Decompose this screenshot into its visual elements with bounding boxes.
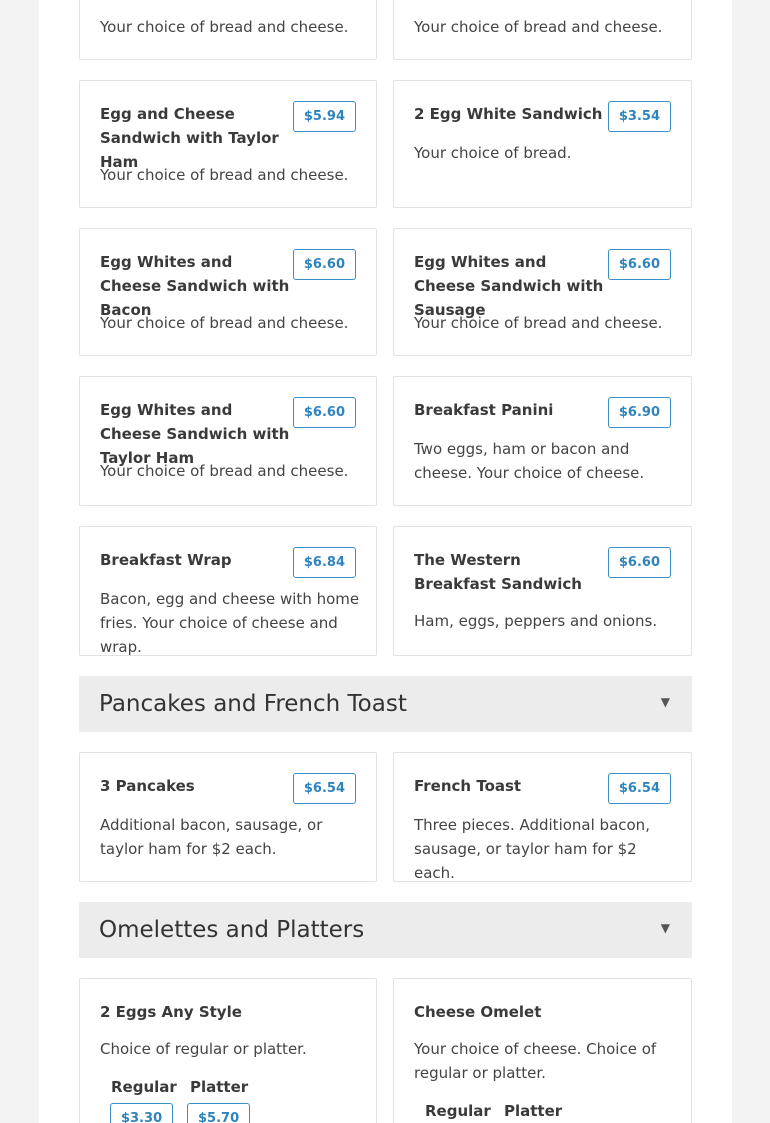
- menu-item-card[interactable]: [393, 0, 692, 60]
- menu-item-title: Cheese Omelet: [414, 1003, 542, 1021]
- menu-item-description: Ham, eggs, peppers and onions.: [414, 612, 658, 630]
- price-button[interactable]: $6.54: [293, 773, 356, 804]
- menu-item-description: Two eggs, ham or bacon and cheese. Your choice of cheese.: [414, 440, 645, 482]
- menu-item-title: Egg Whites and Cheese Sandwich with Sausage: [414, 253, 604, 319]
- menu-item-card[interactable]: [393, 228, 692, 356]
- menu-item-title: 3 Pancakes: [100, 777, 195, 795]
- chevron-down-icon[interactable]: ▼: [660, 921, 670, 935]
- section-header-omelettes[interactable]: [79, 902, 692, 958]
- menu-item-description: Your choice of bread and cheese.: [414, 314, 663, 332]
- menu-item-card[interactable]: [79, 228, 377, 356]
- menu-item-title: 2 Eggs Any Style: [100, 1003, 242, 1021]
- section-title: Pancakes and French Toast: [99, 691, 407, 717]
- price-button[interactable]: $6.84: [293, 547, 356, 578]
- menu-item-description: Your choice of bread and cheese.: [100, 166, 349, 184]
- price-button[interactable]: $6.60: [608, 249, 671, 280]
- price-button[interactable]: $6.60: [293, 249, 356, 280]
- menu-item-title: Breakfast Wrap: [100, 551, 232, 569]
- menu-item-card[interactable]: [79, 80, 377, 208]
- menu-item-description: Your choice of bread.: [414, 144, 572, 162]
- menu-item-card[interactable]: [79, 526, 377, 656]
- option-label-regular: Regular: [425, 1102, 491, 1120]
- menu-item-description: Your choice of bread and cheese.: [100, 462, 349, 480]
- menu-item-card[interactable]: [393, 978, 692, 1123]
- menu-item-title: The Western Breakfast Sandwich: [414, 551, 582, 593]
- menu-item-card[interactable]: [79, 752, 377, 882]
- menu-item-card[interactable]: [79, 376, 377, 506]
- menu-item-card[interactable]: [393, 376, 692, 506]
- menu-item-card[interactable]: [79, 978, 377, 1123]
- menu-item-title: Breakfast Panini: [414, 401, 554, 419]
- price-button[interactable]: $6.90: [608, 397, 671, 428]
- price-button[interactable]: $6.54: [608, 773, 671, 804]
- menu-item-description: Additional bacon, sausage, or taylor ham for $2 each.: [100, 816, 323, 858]
- menu-item-title: French Toast: [414, 777, 522, 795]
- price-button[interactable]: $5.94: [293, 101, 356, 132]
- menu-item-description: Bacon, egg and cheese with home fries. Your choice of cheese and wrap.: [100, 590, 360, 656]
- menu-item-title: Egg Whites and Cheese Sandwich with Taylor Ham: [100, 401, 290, 467]
- option-label-platter: Platter: [504, 1102, 563, 1120]
- menu-item-description: Your choice of cheese. Choice of regular or platter.: [414, 1040, 657, 1082]
- menu-item-description: Your choice of bread and cheese.: [100, 18, 349, 36]
- section-title: Omelettes and Platters: [99, 917, 365, 943]
- chevron-down-icon[interactable]: ▼: [660, 695, 670, 709]
- price-button[interactable]: $6.60: [293, 397, 356, 428]
- menu-item-description: Your choice of bread and cheese.: [414, 18, 663, 36]
- menu-item-title: Egg Whites and Cheese Sandwich with Bacon: [100, 253, 290, 319]
- menu-item-description: Your choice of bread and cheese.: [100, 314, 349, 332]
- menu-item-card[interactable]: [79, 0, 377, 60]
- menu-item-title: Egg and Cheese Sandwich with Taylor Ham: [100, 105, 279, 171]
- menu-item-description: Choice of regular or platter.: [100, 1040, 307, 1058]
- price-button[interactable]: $6.60: [608, 547, 671, 578]
- menu-item-title: 2 Egg White Sandwich: [414, 105, 603, 123]
- menu-item-card[interactable]: [393, 752, 692, 882]
- price-button[interactable]: $5.70: [187, 1103, 250, 1123]
- price-button[interactable]: $3.54: [608, 101, 671, 132]
- menu-item-card[interactable]: [393, 526, 692, 656]
- menu-item-card[interactable]: [393, 80, 692, 208]
- option-label-regular: Regular: [111, 1078, 177, 1096]
- section-header-pancakes[interactable]: [79, 676, 692, 732]
- price-button[interactable]: $3.30: [110, 1103, 173, 1123]
- menu-item-description: Three pieces. Additional bacon, sausage, or taylor ham for $2 each.: [414, 816, 650, 882]
- option-label-platter: Platter: [190, 1078, 249, 1096]
